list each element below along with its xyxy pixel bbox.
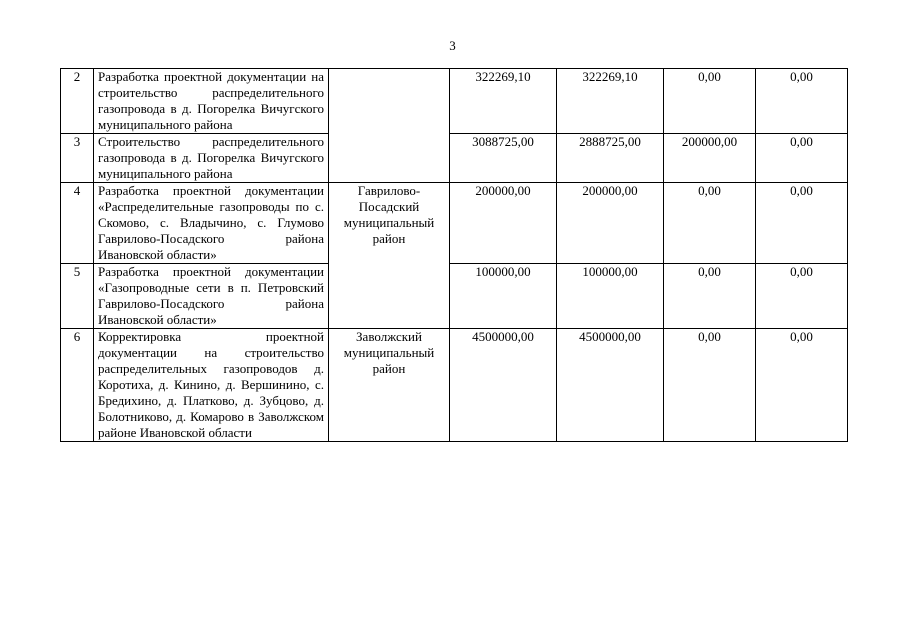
value-col4: 0,00 bbox=[756, 264, 848, 329]
municipality-cell: Гаврилово-Посадский муниципальный район bbox=[329, 183, 450, 329]
row-number: 6 bbox=[61, 329, 94, 442]
total-value: 322269,10 bbox=[450, 69, 557, 134]
row-name: Строительство распределительного газопровода в д. Погорелка Вичугского муниципального района bbox=[94, 134, 329, 183]
value-col3: 0,00 bbox=[664, 264, 756, 329]
table-row bbox=[61, 264, 848, 329]
total-value: 200000,00 bbox=[450, 183, 557, 264]
data-table bbox=[60, 68, 848, 442]
value-col3: 0,00 bbox=[664, 183, 756, 264]
row-number: 4 bbox=[61, 183, 94, 264]
total-value: 3088725,00 bbox=[450, 134, 557, 183]
total-value: 100000,00 bbox=[450, 264, 557, 329]
value-col2: 100000,00 bbox=[557, 264, 664, 329]
row-number: 5 bbox=[61, 264, 94, 329]
value-col2: 2888725,00 bbox=[557, 134, 664, 183]
table-row bbox=[61, 69, 848, 134]
value-col2: 4500000,00 bbox=[557, 329, 664, 442]
row-number: 2 bbox=[61, 69, 94, 134]
row-name: Разработка проектной документации на строительство распределительного газопровода в д. Погорелка Вичугского муниципального района bbox=[94, 69, 329, 134]
value-col4: 0,00 bbox=[756, 134, 848, 183]
value-col3: 200000,00 bbox=[664, 134, 756, 183]
total-value: 4500000,00 bbox=[450, 329, 557, 442]
table-row bbox=[61, 329, 848, 442]
table-row bbox=[61, 134, 848, 183]
value-col4: 0,00 bbox=[756, 183, 848, 264]
value-col3: 0,00 bbox=[664, 329, 756, 442]
table-row bbox=[61, 183, 848, 264]
row-name: Разработка проектной документации «Распределительные газопроводы по с. Скомово, с. Владычино, с. Глумово Гаврилово-Посадского района Ивановской области» bbox=[94, 183, 329, 264]
municipality-cell: Заволжский муниципальный район bbox=[329, 329, 450, 442]
row-number: 3 bbox=[61, 134, 94, 183]
value-col2: 200000,00 bbox=[557, 183, 664, 264]
row-name: Корректировка проектной документации на строительство распределительных газопроводов д. Коротиха, д. Кинино, д. Вершинино, с. Бредихино, д. Платково, д. Зубцово, д. Болотниково, д. Комарово в Заволжском районе Ивановской области bbox=[94, 329, 329, 442]
row-name: Разработка проектной документации «Газопроводные сети в п. Петровский Гаврилово-Посадского района Ивановской области» bbox=[94, 264, 329, 329]
value-col4: 0,00 bbox=[756, 69, 848, 134]
page-number: 3 bbox=[449, 38, 456, 53]
municipality-cell bbox=[329, 69, 450, 183]
value-col4: 0,00 bbox=[756, 329, 848, 442]
value-col2: 322269,10 bbox=[557, 69, 664, 134]
value-col3: 0,00 bbox=[664, 69, 756, 134]
